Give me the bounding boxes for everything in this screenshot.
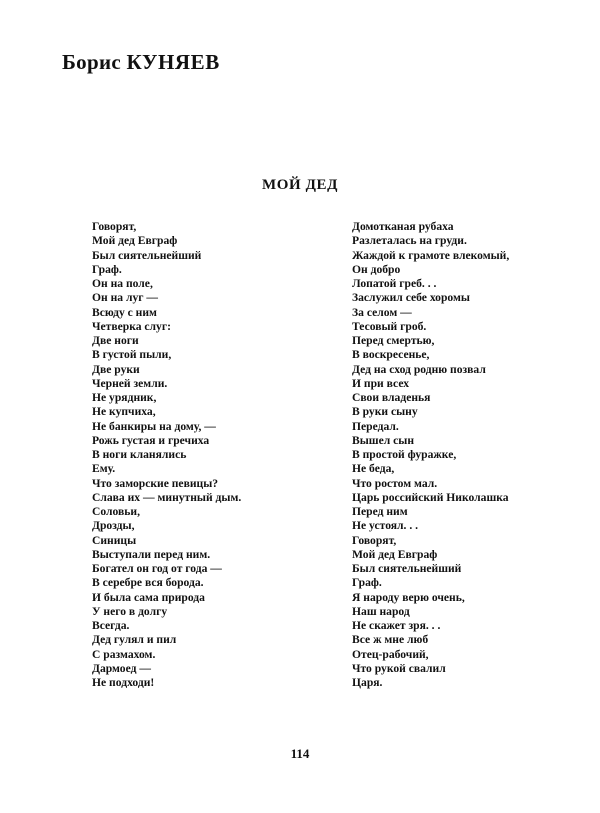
poem-line: Рожь густая и гречиха bbox=[92, 433, 210, 447]
poem-line: Вышел сын bbox=[352, 433, 414, 447]
poem-line: Дед гулял и пил bbox=[92, 633, 177, 647]
poem-line: Царя. bbox=[352, 676, 383, 689]
author-name bbox=[62, 50, 220, 75]
poem-line: Четверка слуг: bbox=[92, 319, 171, 333]
poem-title: МОЙ ДЕД bbox=[261, 177, 339, 193]
poem-line: Свои владенья bbox=[352, 391, 431, 404]
poem-line: Не устоял. . . bbox=[352, 519, 419, 533]
poem-line: Граф. bbox=[352, 576, 382, 590]
poem-line: И при всех bbox=[352, 376, 410, 390]
poem-line: У него в долгу bbox=[92, 604, 168, 618]
poem-line: Он добро bbox=[352, 262, 401, 276]
poem-right-column bbox=[352, 220, 509, 690]
poem-line: Дрозды, bbox=[92, 519, 135, 533]
poem-line: За селом — bbox=[352, 305, 412, 319]
poem-line: Он на поле, bbox=[92, 277, 153, 290]
poem-line: В ноги кланялись bbox=[92, 448, 187, 461]
poem-line: Что рукой свалил bbox=[352, 661, 446, 675]
poem-line: Наш народ bbox=[352, 604, 410, 618]
poem-line: Не скажет зря. . . bbox=[352, 619, 441, 632]
poem-line: Был сиятельнейший bbox=[352, 562, 462, 575]
poem-line: Слава их — минутный дым. bbox=[92, 490, 242, 504]
poem-line: И была сама природа bbox=[92, 590, 205, 604]
poem-line: Был сиятельнейший bbox=[92, 248, 202, 262]
poem-line: Ему. bbox=[92, 462, 116, 476]
author-last-name: КУНЯЕВ bbox=[126, 50, 220, 74]
poem-line: Мой дед Евграф bbox=[352, 547, 438, 561]
poem-line: Не урядник, bbox=[92, 391, 157, 404]
poem-line: В густой пыли, bbox=[92, 348, 172, 362]
poem-line: Две руки bbox=[92, 362, 140, 376]
poem-line: Не купчиха, bbox=[92, 405, 156, 419]
poem-line: С размахом. bbox=[92, 647, 156, 661]
poem-line: Что заморские певицы? bbox=[92, 476, 219, 490]
poem-line: Царь российский Николашка bbox=[352, 490, 509, 504]
poem-line: Все ж мне люб bbox=[352, 633, 429, 647]
page-number: 114 bbox=[290, 746, 310, 761]
poem-line: Говорят, bbox=[352, 533, 397, 547]
poem-line: Богател он год от года — bbox=[92, 562, 222, 575]
poem-line: Перед ним bbox=[352, 505, 408, 518]
poem-line: Тесовый гроб. bbox=[352, 319, 427, 333]
poem-line: Выступали перед ним. bbox=[92, 547, 211, 561]
poem-left-column bbox=[92, 220, 241, 690]
poem-line: Что ростом мал. bbox=[352, 476, 438, 490]
poem-line: Я народу верю очень, bbox=[352, 590, 465, 604]
poem-line: Не подходи! bbox=[92, 676, 155, 689]
poem-line: Он на луг — bbox=[92, 291, 159, 305]
poem-line: Всюду с ним bbox=[92, 305, 157, 319]
poem-line: В руки сыну bbox=[352, 405, 418, 419]
poem-line: Передал. bbox=[352, 419, 399, 433]
poem-line: В серебре вся борода. bbox=[92, 576, 204, 590]
poem-line: Дед на сход родню позвал bbox=[352, 362, 486, 376]
poem-line: Не банкиры на дому, — bbox=[92, 419, 216, 433]
poem-line: В простой фуражке, bbox=[352, 448, 457, 461]
poem-line: Соловьи, bbox=[92, 505, 140, 518]
author-first-name: Борис bbox=[62, 50, 121, 74]
poem-line: Разлеталась на груди. bbox=[352, 234, 467, 248]
poem-line: Две ноги bbox=[92, 334, 139, 347]
poem-line: Черней земли. bbox=[92, 376, 168, 390]
poem-line: В воскресенье, bbox=[352, 348, 430, 362]
poem-line: Отец-рабочий, bbox=[352, 647, 429, 661]
poem-line: Граф. bbox=[92, 262, 122, 276]
poem-line: Говорят, bbox=[92, 220, 137, 233]
poem-line: Дармоед — bbox=[92, 661, 151, 675]
poem-line: Не беда, bbox=[352, 462, 395, 476]
poem-line: Всегда. bbox=[92, 619, 130, 632]
poem-line: Жаждой к грамоте влекомый, bbox=[352, 248, 510, 262]
poem-line: Мой дед Евграф bbox=[92, 234, 178, 248]
poem-line: Заслужил себе хоромы bbox=[352, 291, 470, 305]
poem-line: Синицы bbox=[92, 533, 137, 547]
poem-line: Перед смертью, bbox=[352, 334, 435, 347]
poem-line: Лопатой греб. . . bbox=[352, 277, 437, 290]
poem-line: Домотканая рубаха bbox=[352, 220, 454, 233]
